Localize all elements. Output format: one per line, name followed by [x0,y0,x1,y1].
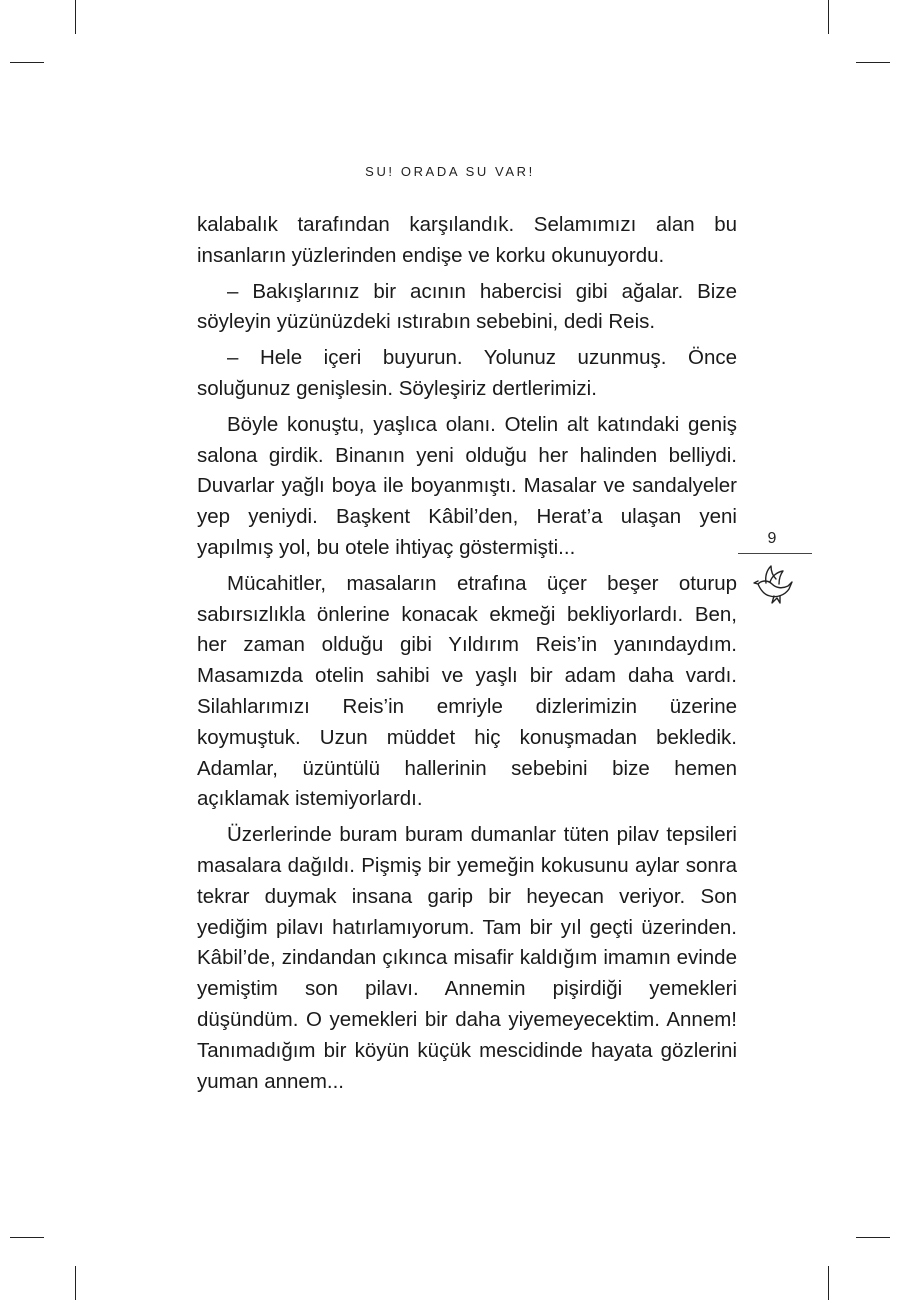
crop-mark-bottom-left [75,1266,76,1300]
paragraph: Böyle konuştu, yaşlıca olanı. Otelin alt katındaki geniş salona girdik. Binanın yeni olduğu her halinden belliydi. Duvarlar yağlı boya ile boyanmıştı. Masalar ve sandalyeler yep yeniydi. Başkent Kâbil’den, Herat’a ulaşan yeni yapılmış yol, bu otele ihtiyaç göstermişti... [197,412,737,559]
dove-icon [752,562,796,606]
crop-mark-bottom-right [828,1266,829,1300]
paragraph: – Bakışlarınız bir acının habercisi gibi ağalar. Bize söyleyin yüzünüzdeki ıstırabın sebebini, dedi Reis. [197,279,737,334]
running-head: SU! ORADA SU VAR! [365,164,535,179]
paragraph: – Hele içeri buyurun. Yolunuz uzunmuş. Önce soluğunuz genişlesin. Söyleşiriz dertlerimizi. [197,346,737,400]
crop-mark-left-top [10,62,44,63]
crop-mark-top-left [75,0,76,34]
folio-rule [738,553,812,554]
page-number: 9 [767,530,777,547]
paragraph: Mücahitler, masaların etrafına üçer beşer oturup sabırsızlıkla önlerine konacak ekmeği bekliyorlardı. Ben, her zaman olduğu gibi Yıldırım Reis’in yanındaydım. Masamızda otelin sahibi ve yaşlı bir adam daha vardı. Silahlarımızı Reis’in emriyle dizlerimizin üzerine koymuştuk. Uzun müddet hiç konuşmadan bekledik. Adamlar, üzüntülü hallerinin sebebini bize hemen açıklamak istemiyorlardı. [197,571,737,811]
crop-mark-right-top [856,62,890,63]
paragraph: Üzerlerinde buram buram dumanlar tüten pilav tepsileri masalara dağıldı. Pişmiş bir yemeğin kokusunu aylar sonra tekrar duymak insana garip bir heyecan veriyor. Son yediğim pilavı hatırlamıyorum. Tam bir yıl geçti üzerinden. Kâbil’de, zindandan çıkınca misafir kaldığım imamın evinde yemiştim son pilavı. Annemin pişirdiği yemekleri düşündüm. O yemekleri bir daha yiyemeyecektim. Annem! Tanımadığım bir köyün küçük mescidinde hayata gözlerini yuman annem... [197,823,737,1093]
crop-mark-right-bottom [856,1237,890,1238]
crop-mark-left-bottom [10,1237,44,1238]
paragraph: kalabalık tarafından karşılandık. Selamımızı alan bu insanların yüzlerinden endişe ve korku okunuyordu. [197,213,737,267]
crop-mark-top-right [828,0,829,34]
body-text [197,210,737,1102]
